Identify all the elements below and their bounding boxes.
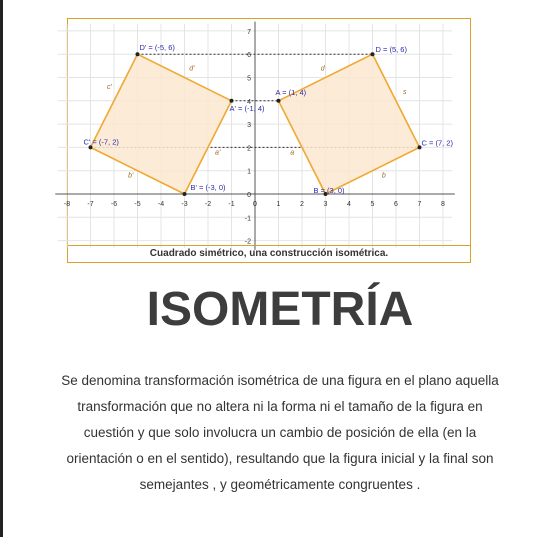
point-label: A' = (-1, 4) xyxy=(229,103,265,113)
x-tick-label: 2 xyxy=(300,201,304,208)
x-tick-label: 4 xyxy=(347,201,351,208)
y-tick-label: -2 xyxy=(244,238,251,246)
definition-paragraph xyxy=(52,368,508,498)
y-tick-label: 7 xyxy=(247,28,251,36)
point-label: A = (1, 4) xyxy=(275,87,307,97)
y-tick-label: 0 xyxy=(247,192,251,199)
point-marker xyxy=(230,99,234,103)
y-tick-label: 6 xyxy=(247,52,251,60)
paragraph-line: cuestión y que solo involucra un cambio de posición de ella (en la xyxy=(83,425,477,440)
x-tick-label: -8 xyxy=(63,201,71,208)
y-tick-label: 2 xyxy=(247,145,251,153)
point-label: B = (3, 0) xyxy=(313,186,345,195)
paragraph-line: orientación o en el sentido), resultando que la figura inicial y la final son xyxy=(66,451,494,466)
paragraph-line: transformación que no altera ni la forma ni el tamaño de la figura en xyxy=(77,399,483,414)
point-marker xyxy=(277,99,281,103)
figure-panel xyxy=(63,18,471,263)
x-tick-label: -7 xyxy=(87,201,94,208)
segment-label: d xyxy=(320,65,325,73)
point-label: D = (5, 6) xyxy=(375,45,407,55)
x-tick-label: 3 xyxy=(323,201,328,208)
reflected-square xyxy=(91,54,232,194)
segment-label: a xyxy=(290,149,295,157)
x-tick-label: 0 xyxy=(253,201,257,208)
segment-label: c' xyxy=(106,84,112,92)
segment-label: s xyxy=(403,88,407,96)
isometry-plot xyxy=(63,19,470,246)
x-tick-label: -6 xyxy=(110,201,118,208)
y-tick-label: 5 xyxy=(247,75,251,83)
y-tick-label: -1 xyxy=(244,215,251,223)
original-square xyxy=(279,54,420,194)
point-label: D' = (-5, 6) xyxy=(139,43,175,53)
x-tick-label: -4 xyxy=(157,201,165,208)
x-tick-label: -3 xyxy=(181,201,188,208)
y-tick-label: 3 xyxy=(247,122,251,130)
point-label: B' = (-3, 0) xyxy=(190,183,226,192)
x-tick-label: 8 xyxy=(441,201,445,208)
x-tick-label: -5 xyxy=(134,201,141,208)
figure-caption: Cuadrado simétrico, una construcción isométrica. xyxy=(68,245,470,262)
paragraph-line: Se denomina transformación isométrica de una figura en el plano aquella xyxy=(61,373,499,388)
segment-label: d' xyxy=(189,65,195,73)
point-label: C' = (-7, 2) xyxy=(83,137,119,147)
x-tick-label: 1 xyxy=(276,201,281,208)
segment-label: b' xyxy=(128,172,134,180)
y-tick-label: 1 xyxy=(247,168,251,176)
point-marker xyxy=(136,52,140,56)
y-tick-label: 4 xyxy=(247,98,251,106)
page-title: ISOMETRÍA xyxy=(146,283,414,336)
point-label: C = (7, 2) xyxy=(421,138,453,148)
left-border xyxy=(0,0,3,537)
x-tick-label: 7 xyxy=(417,201,422,208)
point-marker xyxy=(183,192,187,196)
x-tick-label: 5 xyxy=(370,201,375,208)
segment-label: b xyxy=(381,172,386,180)
x-tick-label: -2 xyxy=(204,201,212,208)
x-tick-label: 6 xyxy=(394,201,398,208)
segment-label: a' xyxy=(215,149,221,157)
x-tick-label: -1 xyxy=(228,201,235,208)
paragraph-line: semejantes , y geométricamente congruentes . xyxy=(139,477,421,492)
point-marker xyxy=(371,52,375,56)
